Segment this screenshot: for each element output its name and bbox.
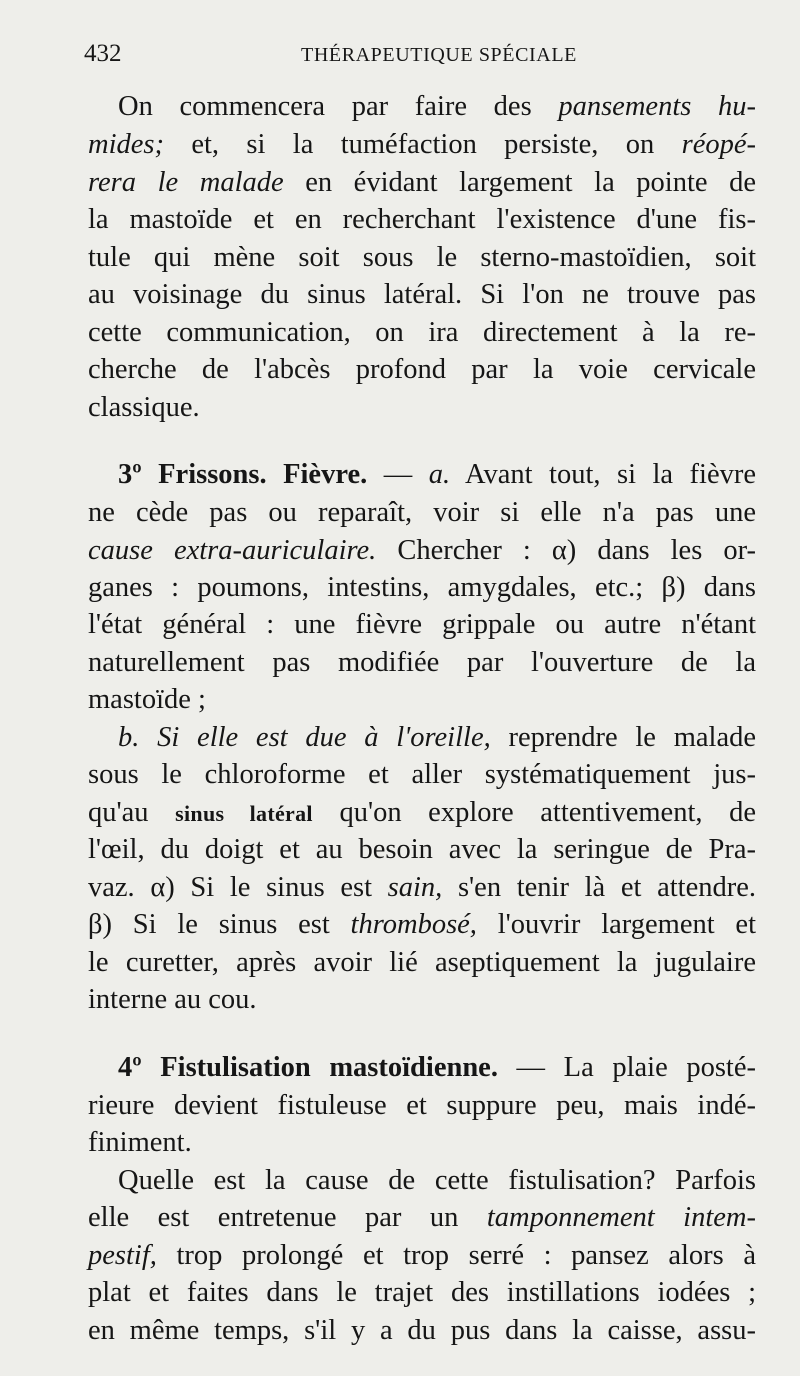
text-line <box>88 906 756 943</box>
text-run: pestif, <box>88 1240 157 1271</box>
text-run: — La plaie posté- <box>497 1052 756 1083</box>
text-line <box>88 1274 756 1311</box>
text-run: classique. <box>88 392 200 423</box>
text-run: et, si la tuméfaction persiste, on <box>163 129 682 160</box>
text-run: On commencera par faire des <box>118 91 559 122</box>
running-title: THÉRAPEUTIQUE SPÉCIALE <box>301 44 577 66</box>
text-run: b. Si elle est due à l'oreille, <box>118 722 491 753</box>
text-line <box>88 389 756 426</box>
text-run: 4º Fistulisation mastoïdienne. <box>118 1052 498 1083</box>
text-line <box>88 606 756 643</box>
page-number: 432 <box>84 40 122 67</box>
text-line <box>88 1237 756 1274</box>
text-line <box>118 1162 756 1199</box>
text-run: ganes : poumons, intestins, amygdales, etc.; β) dans <box>88 572 756 603</box>
text-run: en évidant largement la pointe de <box>283 167 756 198</box>
text-line <box>88 794 756 831</box>
text-line <box>88 126 756 163</box>
text-line <box>88 981 756 1018</box>
text-run: Avant tout, si la fièvre <box>450 459 756 490</box>
text-line <box>88 532 756 569</box>
text-run: vaz. α) Si le sinus est <box>88 872 388 903</box>
text-line <box>88 569 756 606</box>
text-run: mastoïde ; <box>88 684 206 715</box>
text-run: tule qui mène soit sous le sterno-mastoïdien, soit <box>88 242 756 273</box>
text-run: Quelle est la cause de cette fistulisation? Parfois <box>118 1165 756 1196</box>
text-run: interne au cou. <box>88 984 257 1015</box>
text-run: cherche de l'abcès profond par la voie cervicale <box>88 354 756 385</box>
text-line <box>88 681 756 718</box>
text-run: sous le chloroforme et aller systématiquement jus- <box>88 759 756 790</box>
text-line <box>88 201 756 238</box>
text-run: naturellement pas modifiée par l'ouverture de la <box>88 647 756 678</box>
text-run: cette communication, on ira directement à la re- <box>88 317 756 348</box>
text-line <box>118 719 756 756</box>
text-run: l'œil, du doigt et au besoin avec la seringue de Pra- <box>88 834 756 865</box>
text-line <box>88 944 756 981</box>
text-line <box>88 276 756 313</box>
text-run: sain, <box>387 872 443 903</box>
text-run: l'état général : une fièvre grippale ou autre n'étant <box>88 609 756 640</box>
text-run: plat et faites dans le trajet des instillations iodées ; <box>88 1277 756 1308</box>
text-line <box>88 239 756 276</box>
text-line <box>88 494 756 531</box>
text-run: 3º Frissons. Fièvre. <box>118 459 368 490</box>
text-run: l'ouvrir largement et <box>476 909 756 940</box>
text-run: Chercher : α) dans les or- <box>376 535 757 566</box>
text-line <box>88 644 756 681</box>
text-line <box>88 756 756 793</box>
text-run: reprendre le malade <box>490 722 756 753</box>
text-run: le curetter, après avoir lié aseptiquement la jugulaire <box>88 947 756 978</box>
text-run: a. <box>428 459 451 490</box>
text-run: pansements hu- <box>558 91 756 122</box>
text-run: qu'on explore attentivement, de <box>312 797 756 828</box>
text-run: thrombosé, <box>350 909 477 940</box>
page-header <box>84 40 754 70</box>
text-run: tamponnement intem- <box>486 1202 756 1233</box>
text-run: β) Si le sinus est <box>88 909 351 940</box>
text-line <box>118 1049 756 1086</box>
text-line <box>88 1199 756 1236</box>
text-run: trop prolongé et trop serré : pansez alors à <box>156 1240 756 1271</box>
text-line <box>118 88 756 125</box>
text-run: elle est entretenue par un <box>88 1202 487 1233</box>
text-run: rera le malade <box>88 167 284 198</box>
text-run: s'en tenir là et attendre. <box>442 872 756 903</box>
text-run: réopé- <box>681 129 756 160</box>
text-line <box>88 869 756 906</box>
text-line <box>88 351 756 388</box>
text-run: qu'au <box>88 797 176 828</box>
text-line <box>88 314 756 351</box>
text-line <box>88 1312 756 1349</box>
text-line <box>88 164 756 201</box>
text-run: — <box>367 459 429 490</box>
text-run: finiment. <box>88 1127 192 1158</box>
text-line <box>88 1124 756 1161</box>
text-run: mides; <box>88 129 164 160</box>
text-run: au voisinage du sinus latéral. Si l'on ne trouve pas <box>88 279 756 310</box>
text-run: en même temps, s'il y a du pus dans la caisse, assu- <box>88 1315 756 1346</box>
text-line <box>88 1087 756 1124</box>
text-line <box>88 831 756 868</box>
text-run: la mastoïde et en recherchant l'existence d'une fis- <box>88 204 756 235</box>
text-run: rieure devient fistuleuse et suppure peu, mais indé- <box>88 1090 756 1121</box>
text-line <box>118 456 756 493</box>
text-run: ne cède pas ou reparaît, voir si elle n'a pas une <box>88 497 756 528</box>
text-run: sinus latéral <box>175 801 313 826</box>
text-run: cause extra-auriculaire. <box>88 535 377 566</box>
